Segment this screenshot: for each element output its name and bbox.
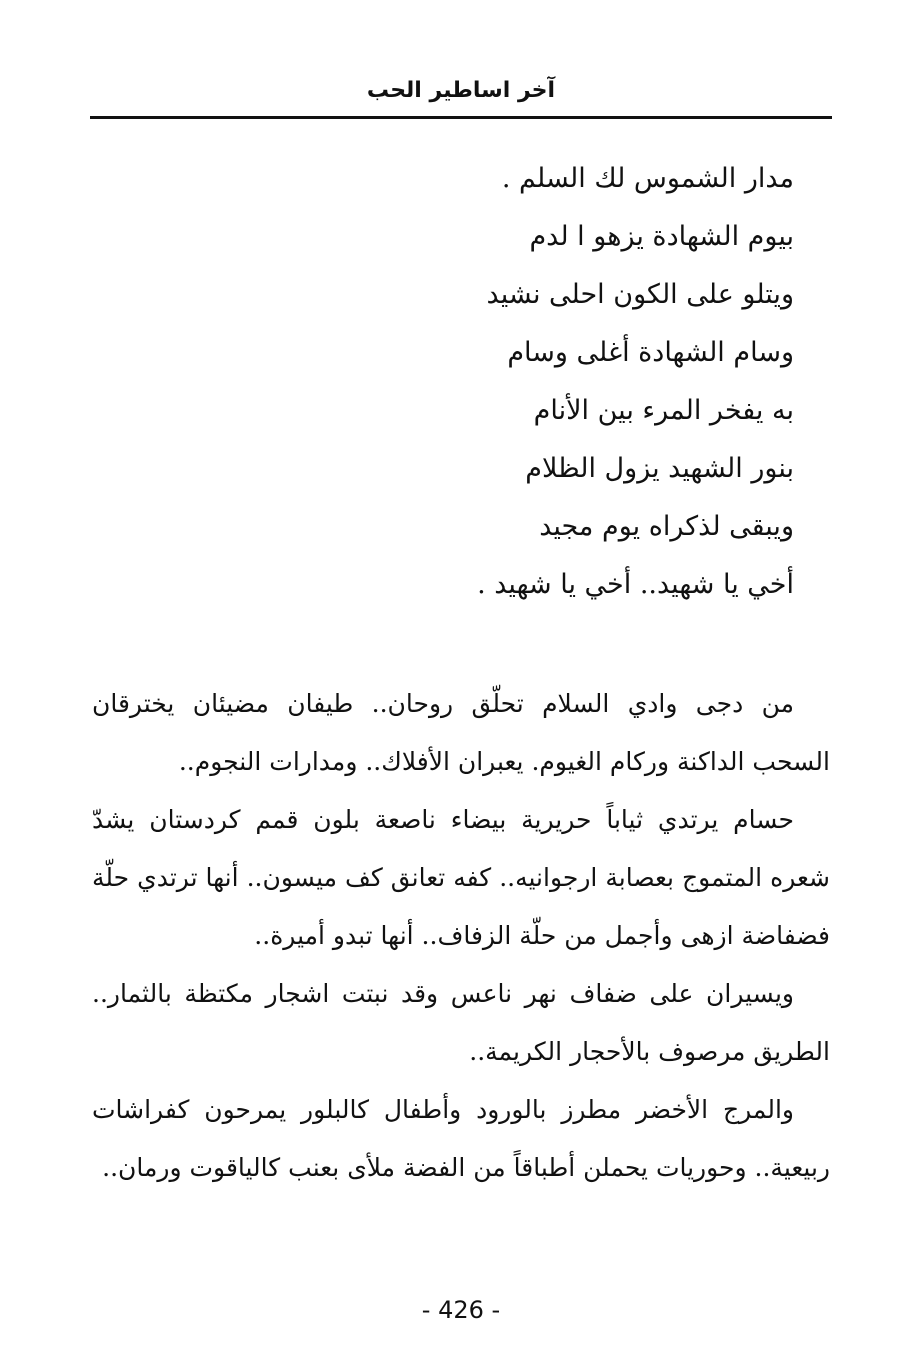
poem-line: مدار الشموس لك السلم . — [501, 163, 794, 194]
prose-block — [92, 675, 830, 1197]
poem-line: ويبقى لذكراه يوم مجيد — [539, 511, 794, 542]
paragraph: حسام يرتدي ثياباً حريرية بيضاء ناصعة بلون قمم كردستان يشدّ شعره المتموج بعصابة ارجوانيه.. كفه تعانق كف ميسون.. أنها ترتدي حلّة فضفاضة ازهى وأجمل من حلّة الزفاف.. أنها تبدو أميرة.. — [92, 805, 830, 950]
page-number: - 426 - — [421, 1296, 501, 1324]
poem-line: به يفخر المرء بين الأنام — [533, 395, 794, 426]
paragraph: والمرج الأخضر مطرز بالورود وأطفال كالبلور يمرحون كفراشات ربيعية.. وحوريات يحملن أطباقاً من الفضة ملأى بعنب كالياقوت ورمان.. — [92, 1095, 830, 1182]
paragraph: من دجى وادي السلام تحلّق روحان.. طيفان مضيئان يخترقان السحب الداكنة وركام الغيوم. يعبران الأفلاك.. ومدارات النجوم.. — [92, 689, 830, 776]
running-head-title: آخر اساطير الحب — [366, 78, 556, 103]
poem-line: أخي يا شهيد.. أخي يا شهيد . — [477, 569, 794, 600]
header-rule — [90, 116, 832, 119]
poem-line: وسام الشهادة أغلى وسام — [507, 337, 794, 368]
poem-line: بيوم الشهادة يزهو ا لدم — [529, 221, 794, 252]
poem-line: ويتلو على الكون احلى نشيد — [486, 279, 794, 310]
poem-line: بنور الشهيد يزول الظلام — [525, 453, 794, 484]
paragraph: ويسيران على ضفاف نهر ناعس وقد نبتت اشجار مكتظة بالثمار.. الطريق مرصوف بالأحجار الكريمة.. — [92, 979, 830, 1066]
poem-block — [194, 150, 794, 614]
